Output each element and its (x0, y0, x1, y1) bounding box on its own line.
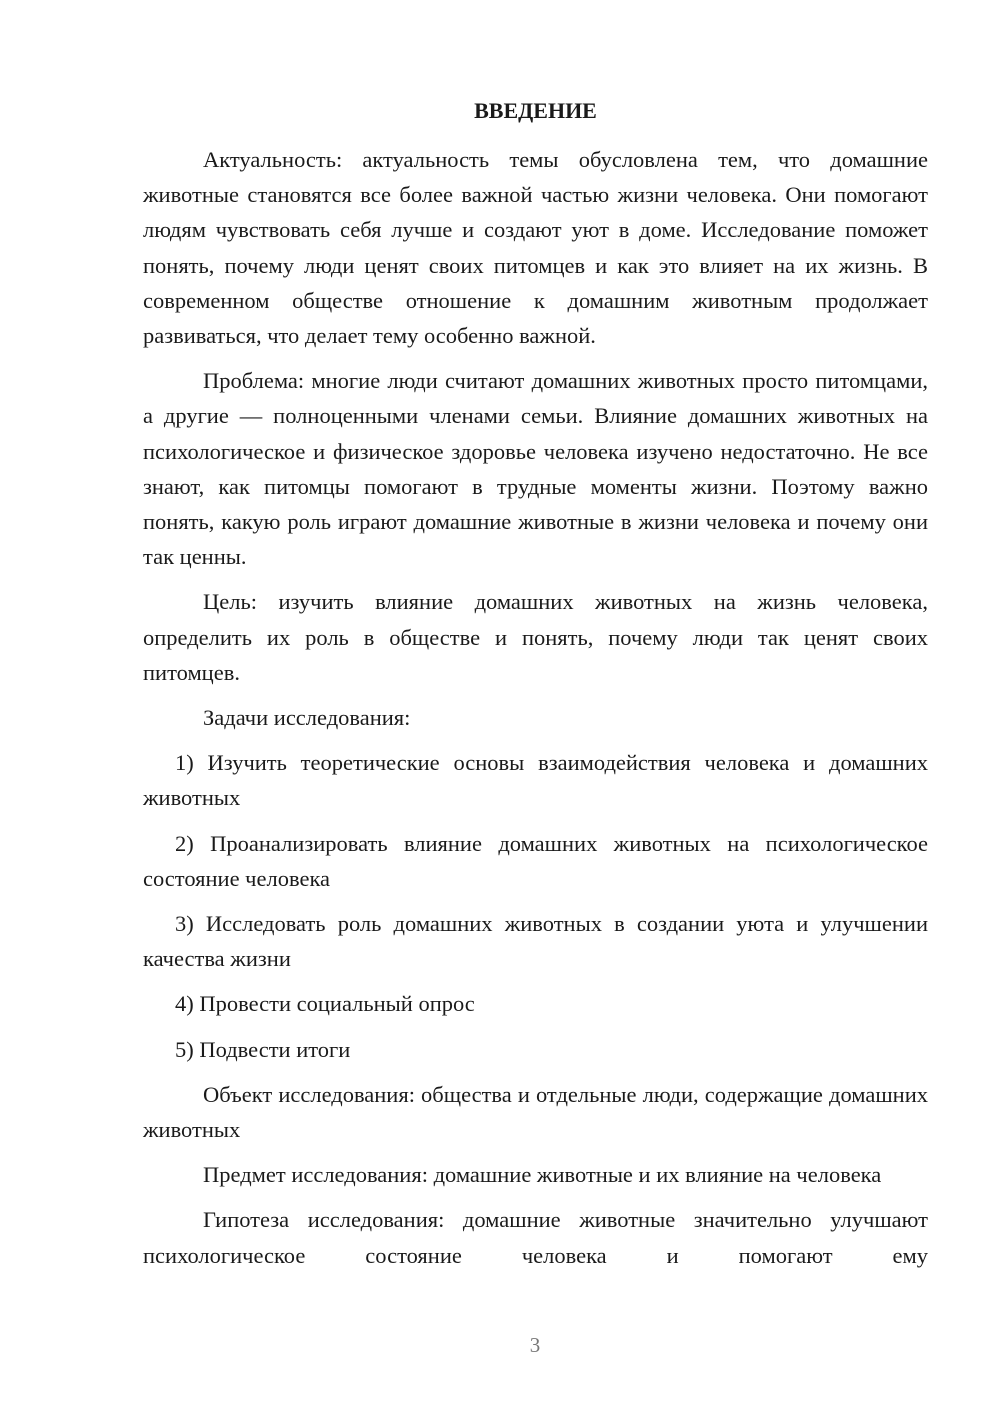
task-item-1: 1) Изучить теоретические основы взаимодействия человека и домашних животных (143, 750, 928, 811)
page-title: ВВЕДЕНИЕ (474, 98, 597, 123)
goal-paragraph: Цель: изучить влияние домашних животных на жизнь человека, определить их роль в обществе и понять, почему люди так ценят своих питомцев. (143, 589, 928, 685)
page-number: 3 (529, 1333, 541, 1357)
task-item-4: 4) Провести социальный опрос (175, 991, 475, 1017)
task-item-5: 5) Подвести итоги (175, 1036, 351, 1062)
problem-paragraph: Проблема: многие люди считают домашних животных просто питомцами, а другие — полноценными членами семьи. Влияние домашних животных на психологическое и физическое здоровье человека изучено недостаточно. Не все знают, как питомцы помогают в трудные моменты жизни. Поэтому важно понять, какую роль играют домашние животные в жизни человека и почему они так ценны. (143, 368, 928, 570)
task-item-2: 2) Проанализировать влияние домашних животных на психологическое состояние человека (143, 830, 928, 891)
page-content (143, 95, 928, 1283)
task-item-3: 3) Исследовать роль домашних животных в создании уюта и улучшении качества жизни (143, 911, 928, 972)
tasks-heading: Задачи исследования: (203, 705, 411, 731)
relevance-paragraph: Актуальность: актуальность темы обусловлена тем, что домашние животные становятся все более важной частью жизни человека. Они помогают людям чувствовать себя лучше и создают уют в доме. Исследование поможет понять, почему люди ценят своих питомцев и как это влияет на их жизнь. В современном обществе отношение к домашним животным продолжает развиваться, что делает тему особенно важной. (143, 147, 928, 349)
hypothesis-paragraph: Гипотеза исследования: домашние животные значительно улучшают психологическое состояние человека и помогают ему (143, 1207, 928, 1268)
object-paragraph: Объект исследования: общества и отдельные люди, содержащие домашних животных (143, 1081, 928, 1143)
subject-paragraph: Предмет исследования: домашние животные и их влияние на человека (203, 1162, 882, 1188)
